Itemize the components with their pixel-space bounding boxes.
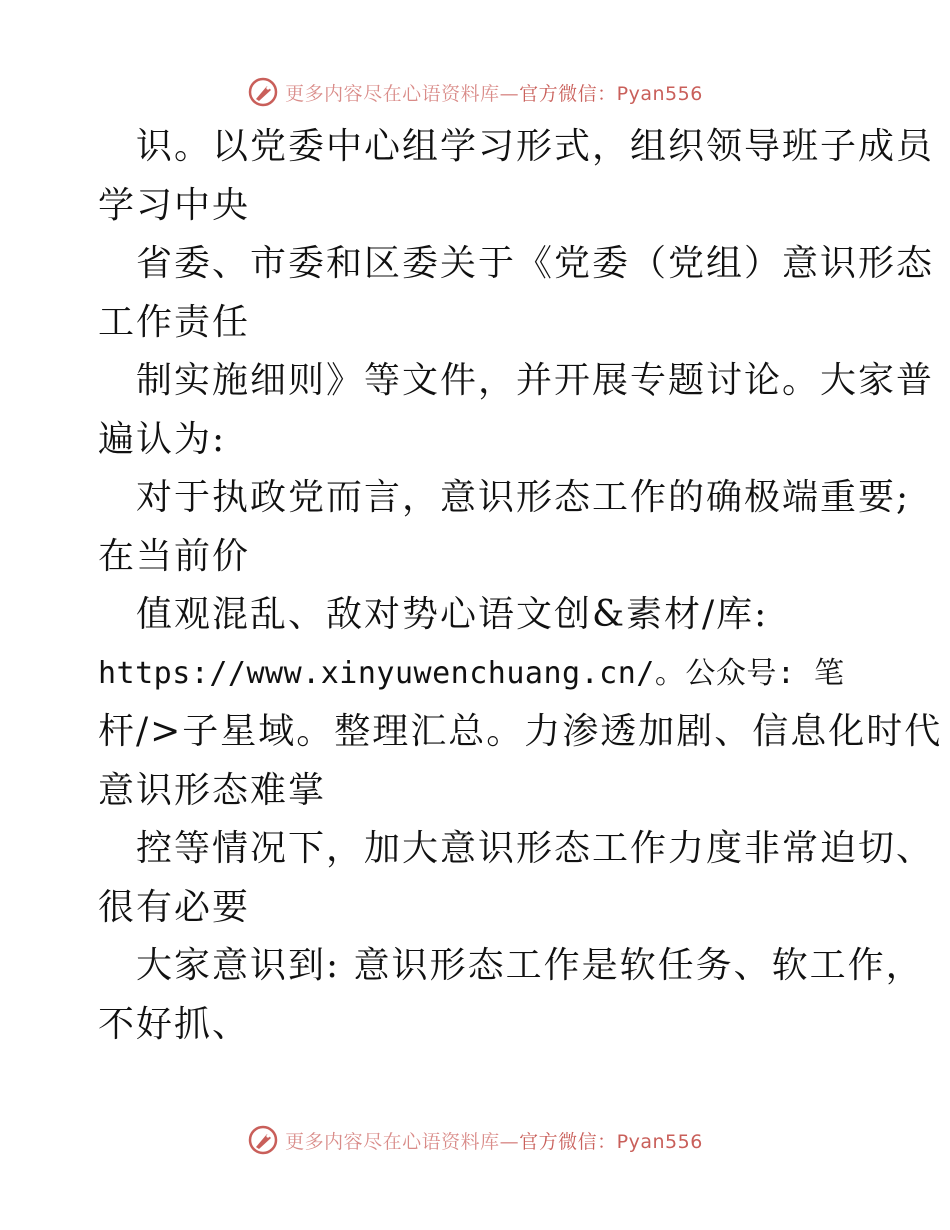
watermark-text: 更多内容尽在心语资料库 — [285, 1130, 500, 1153]
footer-watermark — [0, 1120, 950, 1160]
text-line: 意识形态难掌 — [98, 769, 327, 811]
text-line: 在当前价 — [98, 535, 251, 577]
pen-nib-logo-icon — [247, 76, 279, 108]
text-line: 杆/>子星域。整理汇总。力渗透加剧、信息化时代 — [98, 711, 943, 752]
text-line: 不好抓、 — [98, 1003, 251, 1045]
text-line: 识。以党委中心组学习形式，组织领导班子成员 — [136, 126, 935, 167]
text-line: 控等情况下，加大意识形态工作力度非常迫切、 — [136, 828, 935, 869]
document-body — [98, 118, 943, 1054]
text-line: 制实施细则》等文件，并开展专题讨论。大家普 — [136, 360, 935, 401]
url-text-line: https://www.xinyuwenchuang.cn/。公众号: 笔 — [98, 655, 845, 691]
text-line: 值观混乱、敌对势心语文创&素材/库: — [136, 594, 769, 635]
watermark-wechat: 官方微信：Pyan556 — [519, 1130, 703, 1153]
text-line: 很有必要 — [98, 886, 251, 928]
pen-nib-logo-icon — [247, 1124, 279, 1156]
text-line: 对于执政党而言，意识形态工作的确极端重要; — [136, 477, 911, 518]
watermark-separator: — — [499, 82, 520, 105]
text-line: 大家意识到: 意识形态工作是软任务、软工作， — [136, 945, 924, 986]
watermark-separator: — — [499, 1130, 520, 1153]
text-line: 省委、市委和区委关于《党委（党组）意识形态 — [136, 243, 935, 284]
text-line: 工作责任 — [98, 301, 251, 343]
watermark-wechat: 官方微信：Pyan556 — [519, 82, 703, 105]
header-watermark — [0, 72, 950, 112]
text-line: 学习中央 — [98, 184, 251, 226]
text-line: 遍认为: — [98, 418, 227, 460]
watermark-text: 更多内容尽在心语资料库 — [285, 82, 500, 105]
